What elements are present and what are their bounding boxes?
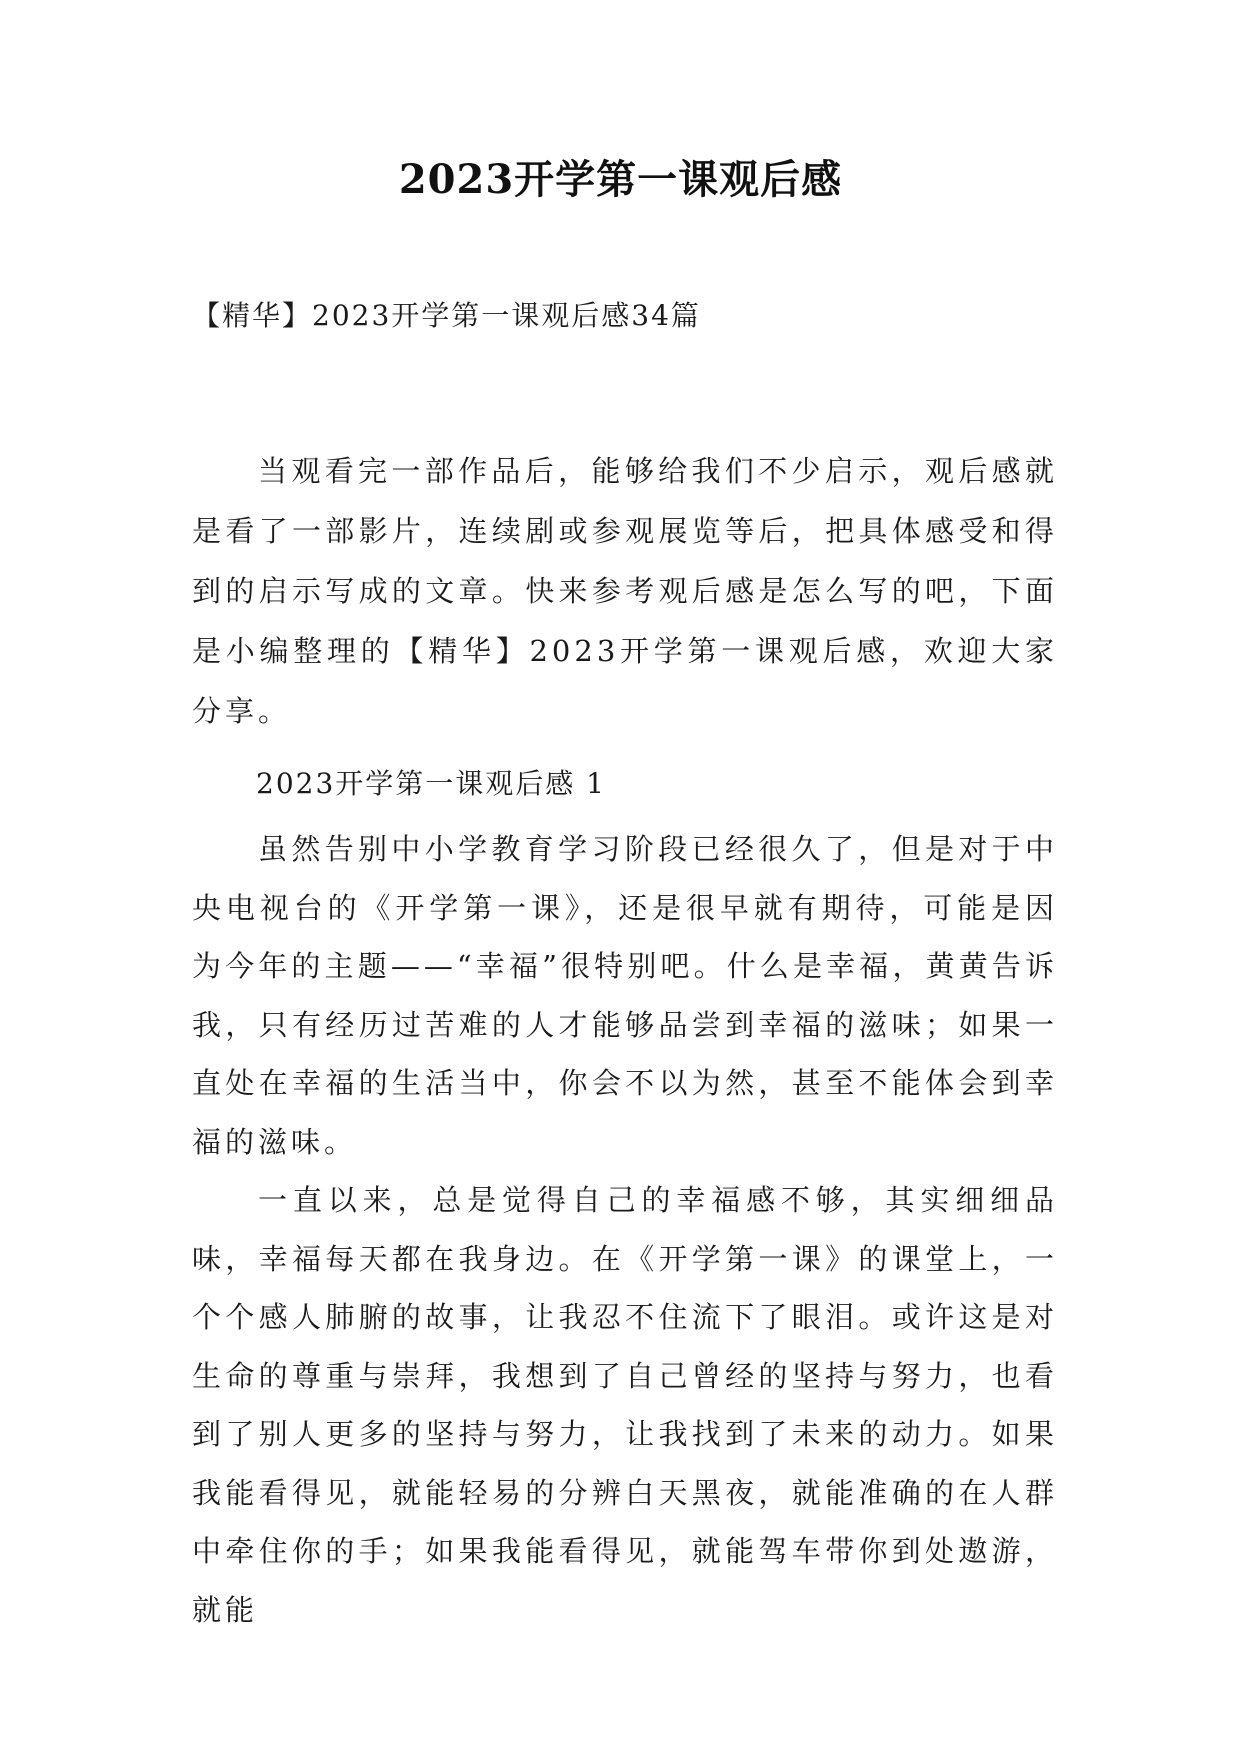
document-title: 2023开学第一课观后感	[398, 156, 843, 203]
document-subtitle: 【精华】2023开学第一课观后感34篇	[192, 299, 701, 332]
body-paragraph-2: 一直以来，总是觉得自己的幸福感不够，其实细细品味，幸福每天都在我身边。在《开学第一课》的课堂上，一个个感人肺腑的故事，让我忍不住流下了眼泪。或许这是对生命的尊重与崇拜，我想到了自己曾经的坚持与努力，也看到了别人更多的坚持与努力，让我找到了未来的动力。如果我能看得见，就能轻易的分辨白天黑夜，就能准确的在人群中牵住你的手；如果我能看得见，就能驾车带你到处遨游，就能	[192, 1183, 1058, 1627]
intro-paragraph: 当观看完一部作品后，能够给我们不少启示，观后感就是看了一部影片，连续剧或参观展览等后，把具体感受和得到的启示写成的文章。快来参考观后感是怎么写的吧，下面是小编整理的【精华】2023开学第一课观后感，欢迎大家分享。	[192, 454, 1058, 728]
section-body	[192, 820, 1058, 1639]
body-paragraph-1: 虽然告别中小学教育学习阶段已经很久了，但是对于中央电视台的《开学第一课》，还是很早就有期待，可能是因为今年的主题——“幸福”很特别吧。什么是幸福，黄黄告诉我，只有经历过苦难的人才能够品尝到幸福的滋味；如果一直处在幸福的生活当中，你会不以为然，甚至不能体会到幸福的滋味。	[192, 832, 1058, 1159]
section-heading: 2023开学第一课观后感 1	[256, 767, 606, 800]
